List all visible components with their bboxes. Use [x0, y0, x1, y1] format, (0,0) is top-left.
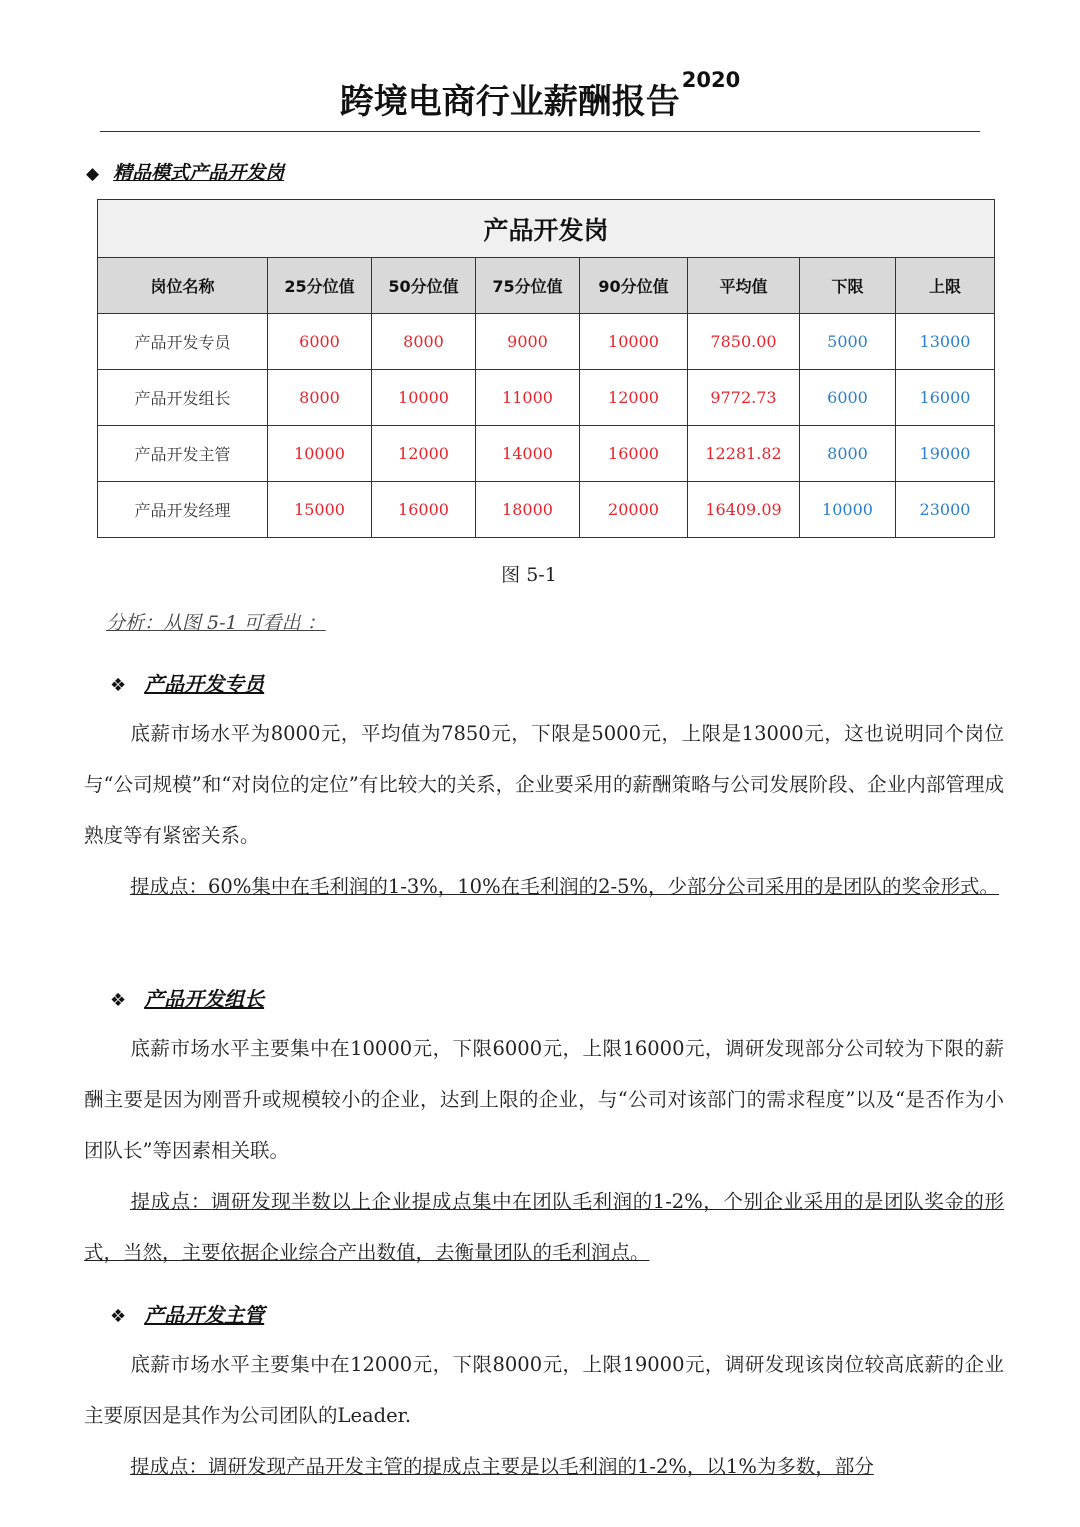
paragraph-body: [84, 708, 1004, 861]
cell-position-name: 产品开发主管: [98, 426, 268, 482]
clover-bullet-icon: ❖: [110, 990, 127, 1011]
cell-average: 16409.09: [688, 482, 800, 538]
cell-position-name: 产品开发专员: [98, 314, 268, 370]
clover-bullet-icon: ❖: [110, 675, 127, 696]
cell-upper-limit: 19000: [896, 426, 995, 482]
cell-lower-limit: 10000: [800, 482, 896, 538]
cell-p90: 12000: [580, 370, 688, 426]
cell-average: 12281.82: [688, 426, 800, 482]
paragraph-commission: [84, 1176, 1004, 1278]
cell-p75: 11000: [476, 370, 580, 426]
section-heading-label: 精品模式产品开发岗: [113, 162, 285, 184]
table-row: [98, 482, 995, 538]
salary-table: [97, 199, 995, 538]
paragraph-commission: [84, 861, 1004, 912]
header-p75: 75分位值: [476, 258, 580, 314]
cell-lower-limit: 5000: [800, 314, 896, 370]
cell-p75: 18000: [476, 482, 580, 538]
document-title: [0, 68, 1080, 123]
header-position-name: 岗位名称: [98, 258, 268, 314]
cell-p50: 8000: [372, 314, 476, 370]
table-caption: 产品开发岗: [98, 200, 995, 258]
cell-lower-limit: 8000: [800, 426, 896, 482]
title-year: 2020: [681, 68, 741, 92]
subheading-label: 产品开发组长: [144, 987, 265, 1011]
title-text: 跨境电商行业薪酬报告: [339, 82, 680, 122]
clover-bullet-icon: ❖: [110, 1306, 127, 1327]
header-p90: 90分位值: [580, 258, 688, 314]
cell-average: 9772.73: [688, 370, 800, 426]
table-row: [98, 426, 995, 482]
paragraph-body: [84, 1339, 1004, 1441]
diamond-bullet-icon: ◆: [86, 164, 100, 184]
paragraph-commission: [84, 1441, 1004, 1492]
table-row: [98, 370, 995, 426]
cell-p75: 9000: [476, 314, 580, 370]
paragraph-text: 底薪市场水平主要集中在12000元，下限8000元，上限19000元，调研发现该岗位较高底薪的企业主要原因是其作为公司团队的Leader.: [84, 1353, 1004, 1427]
cell-upper-limit: 13000: [896, 314, 995, 370]
header-upper-limit: 上限: [896, 258, 995, 314]
cell-p25: 10000: [268, 426, 372, 482]
subheading-supervisor: [110, 1299, 264, 1328]
paragraph-text: 底薪市场水平主要集中在10000元，下限6000元，上限16000元，调研发现部分公司较为下限的薪酬主要是因为刚晋升或规模较小的企业，达到上限的企业，与“公司对该部门的需求程度”以及“是否作为小团队长”等因素相关联。: [84, 1037, 1004, 1162]
section-heading: [86, 158, 284, 185]
header-p50: 50分位值: [372, 258, 476, 314]
cell-upper-limit: 23000: [896, 482, 995, 538]
subheading-team-lead: [110, 983, 264, 1012]
analysis-intro: 分析：从图 5-1 可看出 ：: [106, 612, 326, 634]
subheading-specialist: [110, 668, 264, 697]
commission-text: 提成点：调研发现产品开发主管的提成点主要是以毛利润的1-2%，以1%为多数，部分: [130, 1455, 874, 1478]
commission-text: 提成点：调研发现半数以上企业提成点集中在团队毛利润的1-2%，个别企业采用的是团队奖金的形式，当然，主要依据企业综合产出数值，去衡量团队的毛利润点。: [84, 1190, 1004, 1264]
header-lower-limit: 下限: [800, 258, 896, 314]
cell-p90: 20000: [580, 482, 688, 538]
figure-caption: 图 5-1: [501, 564, 557, 586]
table-row: [98, 314, 995, 370]
cell-lower-limit: 6000: [800, 370, 896, 426]
table-header-row: [98, 258, 995, 314]
subheading-label: 产品开发专员: [144, 672, 265, 696]
cell-p25: 8000: [268, 370, 372, 426]
paragraph-text: 底薪市场水平为8000元，平均值为7850元，下限是5000元，上限是13000元，这也说明同个岗位与“公司规模”和“对岗位的定位”有比较大的关系，企业要采用的薪酬策略与公司发展阶段、企业内部管理成熟度等有紧密关系。: [84, 722, 1004, 847]
header-average: 平均值: [688, 258, 800, 314]
cell-position-name: 产品开发组长: [98, 370, 268, 426]
cell-p25: 6000: [268, 314, 372, 370]
cell-p50: 10000: [372, 370, 476, 426]
cell-upper-limit: 16000: [896, 370, 995, 426]
cell-p90: 10000: [580, 314, 688, 370]
cell-p25: 15000: [268, 482, 372, 538]
paragraph-body: [84, 1023, 1004, 1176]
cell-p50: 16000: [372, 482, 476, 538]
subheading-label: 产品开发主管: [144, 1303, 265, 1327]
header-p25: 25分位值: [268, 258, 372, 314]
cell-p90: 16000: [580, 426, 688, 482]
commission-text: 提成点：60%集中在毛利润的1-3%，10%在毛利润的2-5%，少部分公司采用的是团队的奖金形式。: [130, 875, 1000, 898]
cell-p50: 12000: [372, 426, 476, 482]
cell-p75: 14000: [476, 426, 580, 482]
cell-average: 7850.00: [688, 314, 800, 370]
cell-position-name: 产品开发经理: [98, 482, 268, 538]
title-divider: [100, 131, 980, 132]
